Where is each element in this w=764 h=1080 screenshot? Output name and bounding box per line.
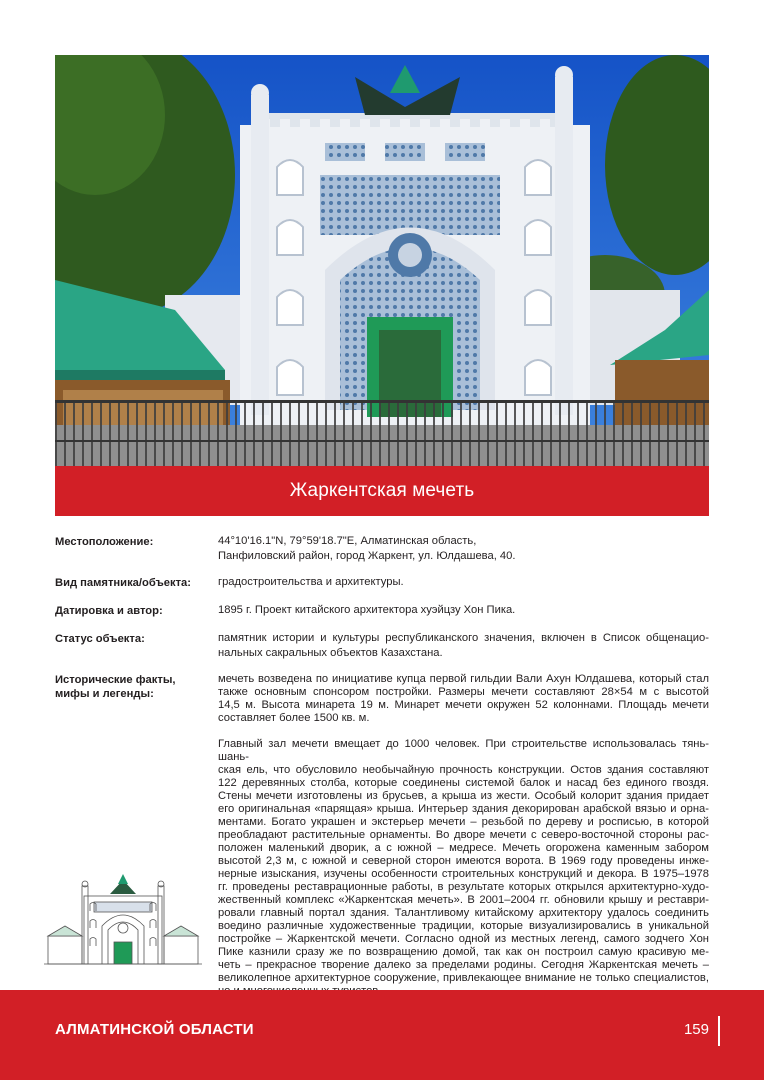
- facts-line: гг. проведены реставрационные работы, в результате которых открылся архитектурно-худо-: [218, 881, 709, 893]
- facts-line: преобладают растительные орнаменты. Во дворе мечети с северо-восточной стороны рас-: [218, 829, 709, 841]
- footer-divider: [718, 1016, 720, 1046]
- facts-line: жественный комплекс «Жаркентская мечеть». В 2001–2004 гг. обновили крышу и реставри-: [218, 894, 709, 906]
- dating-value: [218, 604, 709, 617]
- facts-label: [55, 673, 205, 701]
- mosque-photo: [55, 55, 709, 466]
- facts-line: постройке – Жаркентской мечети. Согласно одной из местных легенд, самого зодчего Хон: [218, 933, 709, 945]
- facts-line: составляет более 1500 кв. м.: [218, 712, 370, 724]
- facts-line: Пике казнили сразу же по возвращению домой, так как он построил самую красивую ме-: [218, 946, 709, 958]
- facts-line: мечеть возведена по инициативе купца первой гильдии Вали Ахун Юлдашева, который стал: [218, 673, 709, 685]
- facts-line: положен маленький дворик, а с южной – медресе. Мечеть огорожена каменным забором: [218, 842, 709, 854]
- facts-line: великолепное архитектурное сооружение, привлекающее внимание не только специалистов,: [218, 972, 709, 984]
- location-line: Панфиловский район, город Жаркент, ул. Юлдашева, 40.: [218, 550, 516, 562]
- facts-line: высотой 2,3 м, с южной и северной сторон имеются ворота. В 1969 году проведены инже-: [218, 855, 709, 867]
- facts-line: нерные изыскания, изучены особенности строительных конструкций и декора. В 1975–1978: [218, 868, 709, 880]
- facts-paragraph-2: [218, 738, 709, 998]
- type-label: Вид памятника/объекта:: [55, 577, 191, 589]
- location-label: Местоположение:: [55, 536, 154, 548]
- type-value: [218, 576, 709, 589]
- status-line: нальных сакральных объектов Казахстана.: [218, 647, 443, 659]
- type-line: градостроительства и архитектуры.: [218, 576, 404, 588]
- location-value: [218, 535, 709, 563]
- footer-region: АЛМАТИНСКОЙ ОБЛАСТИ: [55, 1021, 254, 1038]
- facts-line: также основным спонсором постройки. Размеры мечети составляют 28×54 м с высотой: [218, 686, 709, 698]
- facts-line: ровали главный портал здания. Талантливому китайскому архитектору удалось соединить: [218, 907, 709, 919]
- facts-label-line: Исторические факты,: [55, 674, 176, 686]
- status-label: Статус объекта:: [55, 633, 145, 645]
- facts-paragraph-1: [218, 673, 709, 725]
- dating-label: Датировка и автор:: [55, 605, 163, 617]
- facts-line: 14,5 м. Высота минарета 19 м. Минарет мечети окружен 52 колоннами. Площадь мечети: [218, 699, 709, 711]
- dating-line: 1895 г. Проект китайского архитектора хуэйцзу Хон Пика.: [218, 604, 516, 616]
- title-banner: [55, 466, 709, 516]
- page-title: Жаркентская мечеть: [289, 480, 475, 501]
- facts-line: ская ель, что обусловило необычайную прочность конструкции. Остов здания составляют: [218, 764, 709, 776]
- mosque-sketch: [44, 866, 202, 978]
- facts-line: воедино различные художественные традиции, которые визуализировались в уникальной: [218, 920, 709, 932]
- status-value: [218, 632, 709, 660]
- facts-line: его оригинальная «парящая» крыша. Интерьер здания декорирован арабской вязью и орна-: [218, 803, 709, 815]
- location-line: 44°10'16.1"N, 79°59'18.7"E, Алматинская область,: [218, 535, 477, 547]
- facts-line: четь – прекрасное творение далеко за пределами родины. Сегодня Жаркентская мечеть –: [218, 959, 709, 971]
- page-number: 159: [683, 1021, 709, 1038]
- facts-line: 122 деревянных столба, которые соединены системой балок и насад без единого гвоздя.: [218, 777, 709, 789]
- status-line: памятник истории и культуры республиканского значения, включен в Список общенацио-: [218, 632, 709, 644]
- footer: [0, 990, 764, 1080]
- facts-label-line: мифы и легенды:: [55, 688, 154, 700]
- facts-line: Главный зал мечети вмещает до 1000 человек. При строительстве использовалась тянь-шань-: [218, 738, 709, 763]
- facts-line: ментами. Богато украшен и экстерьер мечети – резьбой по дереву и росписью, в которой: [218, 816, 709, 828]
- facts-line: Стены мечети изготовлены из брусьев, а крыша из жести. Особый колорит здания придает: [218, 790, 709, 802]
